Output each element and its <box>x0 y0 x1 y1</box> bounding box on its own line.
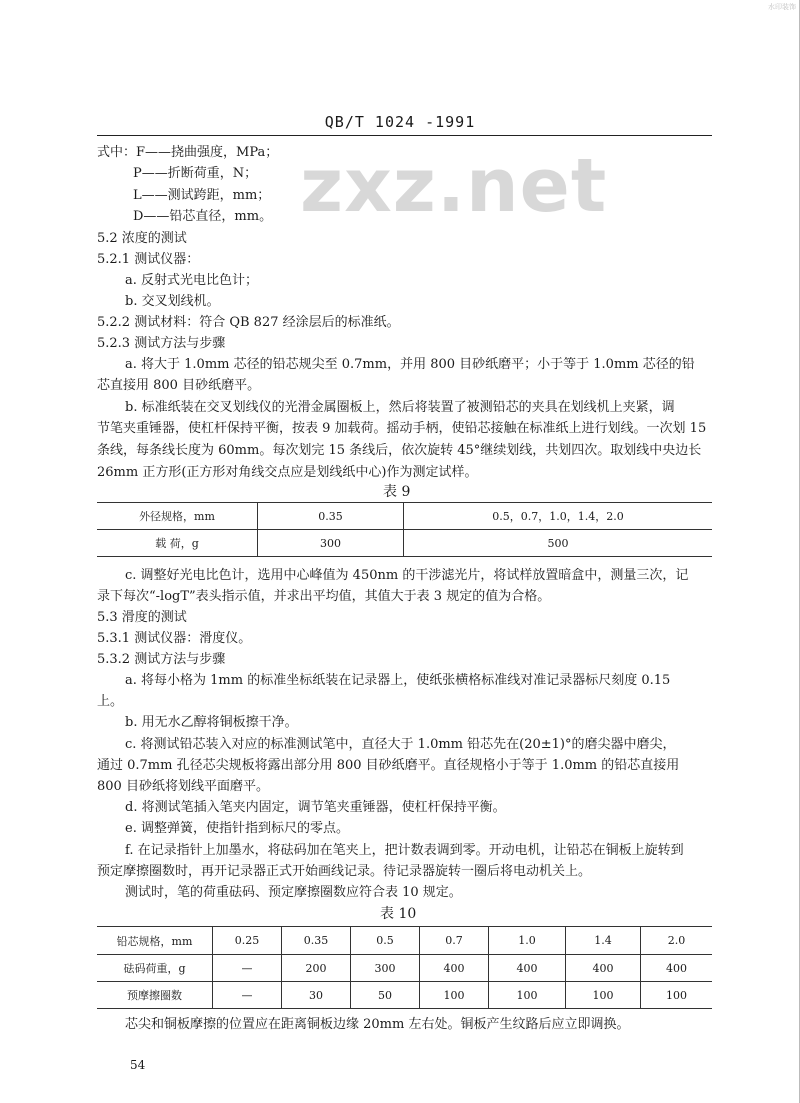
table-row <box>97 503 712 530</box>
table-cell: — <box>213 982 282 1009</box>
watermark: zxz.net <box>300 143 608 229</box>
paragraph-5-2-3-b-line4: 26mm 正方形(正方形对角线交点应是划线纸中心)作为测定试样。 <box>97 465 478 480</box>
paragraph-5-3-2-e: e. 调整弹簧，使指针指到标尺的零点。 <box>125 821 349 836</box>
table-cell: 0.7 <box>420 927 489 955</box>
table-cell: 400 <box>489 955 566 982</box>
paragraph-5-3-2-c-line1: c. 将测试铅芯装入对应的标准测试笔中，直径大于 1.0mm 铅芯先在(20±1)°的磨尖器中磨尖， <box>125 737 676 752</box>
section-5-3-2-heading: 5.3.2 测试方法与步骤 <box>97 652 226 667</box>
table-cell: 2.0 <box>641 927 713 955</box>
table-cell: 外径规格，mm <box>97 503 258 530</box>
table-cell: 100 <box>489 982 566 1009</box>
table-row <box>97 955 712 982</box>
section-5-3-heading: 5.3 滑度的测试 <box>97 610 187 625</box>
table-cell: 500 <box>404 530 713 557</box>
table-cell: 0.5 <box>351 927 420 955</box>
table-row <box>97 530 712 557</box>
section-5-2-heading: 5.2 浓度的测试 <box>97 231 187 246</box>
table-cell: 200 <box>282 955 351 982</box>
formula-def-l: L——测试跨距，mm； <box>133 188 271 203</box>
table-cell: 载 荷，g <box>97 530 258 557</box>
paragraph-5-3-2-c-line2: 通过 0.7mm 孔径芯尖规板将露出部分用 800 目砂纸磨平。直径规格小于等于 1.0mm 的铅芯直接用 <box>97 758 680 773</box>
table-cell: 300 <box>258 530 404 557</box>
page-header: QB/T 1024 -1991 <box>324 113 476 131</box>
formula-def-p: P——折断荷重，N； <box>133 166 258 181</box>
table-10 <box>97 926 712 1009</box>
table-cell: 50 <box>351 982 420 1009</box>
table-cell: 100 <box>641 982 713 1009</box>
table-cell: 100 <box>420 982 489 1009</box>
table-cell: 400 <box>420 955 489 982</box>
table-cell: 400 <box>566 955 641 982</box>
table-cell: 0.35 <box>282 927 351 955</box>
paragraph-5-2-3-b-line3: 条线，每条线长度为 60mm。每次划完 15 条线后，依次旋转 45°继续划线，共划四次。取划线中央边长 <box>97 443 702 458</box>
table-cell: 300 <box>351 955 420 982</box>
table-row <box>97 982 712 1009</box>
section-5-2-2: 5.2.2 测试材料：符合 QB 827 经涂层后的标准纸。 <box>97 315 400 330</box>
page-number: 54 <box>130 1058 146 1072</box>
table-cell: 1.4 <box>566 927 641 955</box>
table-cell: 400 <box>641 955 713 982</box>
paragraph-5-3-2-c-line3: 800 目砂纸将划线平面磨平。 <box>97 779 269 794</box>
table-cell: 30 <box>282 982 351 1009</box>
paragraph-5-2-3-b-line1: b. 标准纸装在交叉划线仪的光滑金属圈板上，然后将装置了被测铅芯的夹具在划线机上夹紧，调 <box>125 400 675 415</box>
table-9 <box>97 502 712 557</box>
section-5-3-1: 5.3.1 测试仪器：滑度仪。 <box>97 631 252 646</box>
paragraph-table10-note: 测试时，笔的荷重砝码、预定摩擦圈数应符合表 10 规定。 <box>125 885 462 900</box>
table-cell: 0.25 <box>213 927 282 955</box>
table-cell: 铅芯规格，mm <box>97 927 213 955</box>
table-cell: 100 <box>566 982 641 1009</box>
paragraph-5-3-2-a-line1: a. 将每小格为 1mm 的标准坐标纸装在记录器上，使纸张横格标准线对准记录器标尺刻度 0.15 <box>125 673 671 688</box>
paragraph-5-2-3-a-line1: a. 将大于 1.0mm 芯径的铅芯规尖至 0.7mm，并用 800 目砂纸磨平；小于等于 1.0mm 芯径的铅 <box>125 357 695 372</box>
table-cell: 0.35 <box>258 503 404 530</box>
table-cell: 1.0 <box>489 927 566 955</box>
table-cell: 预摩擦圈数 <box>97 982 213 1009</box>
table-row <box>97 927 712 955</box>
formula-def-f: 式中：F——挠曲强度，MPa； <box>97 145 279 160</box>
table-cell: 砝码荷重，g <box>97 955 213 982</box>
paragraph-5-3-2-a-line2: 上。 <box>97 694 124 709</box>
paragraph-5-3-2-f-line2: 预定摩擦圈数时，再开记录器正式开始画线记录。待记录器旋转一圈后将电动机关上。 <box>97 864 592 879</box>
table10-caption: 表 10 <box>380 906 417 922</box>
paragraph-5-2-3-c-line2: 录下每次“-logT”表头指示值，并求出平均值，其值大于表 3 规定的值为合格。 <box>97 589 551 604</box>
header-rule <box>97 135 712 136</box>
formula-def-d: D——铅芯直径，mm。 <box>133 209 273 224</box>
item-5-2-1-a: a. 反射式光电比色计； <box>125 273 259 288</box>
table-cell: — <box>213 955 282 982</box>
paragraph-5-2-3-a-line2: 芯直接用 800 目砂纸磨平。 <box>97 378 261 393</box>
paragraph-5-3-2-d: d. 将测试笔插入笔夹内固定，调节笔夹重锤器，使杠杆保持平衡。 <box>125 800 506 815</box>
section-5-2-1-heading: 5.2.1 测试仪器： <box>97 252 200 267</box>
paragraph-5-3-2-f-line1: f. 在记录指针上加墨水，将砝码加在笔夹上，把计数表调到零。开动电机，让铅芯在铜板上旋转到 <box>125 843 684 858</box>
paragraph-5-2-3-c-line1: c. 调整好光电比色计，选用中心峰值为 450nm 的干涉滤光片，将试样放置暗盒中，测量三次，记 <box>125 568 689 583</box>
table-cell: 0.5，0.7，1.0，1.4，2.0 <box>404 503 713 530</box>
final-paragraph: 芯尖和铜板摩擦的位置应在距离铜板边缘 20mm 左右处。铜板产生纹路后应立即调换。 <box>125 1017 630 1032</box>
table9-caption: 表 9 <box>383 484 411 500</box>
corner-mark: 水印装饰 <box>768 3 796 11</box>
paragraph-5-2-3-b-line2: 节笔夹重锤器，使杠杆保持平衡，按表 9 加载荷。摇动手柄，使铅芯接触在标准纸上进行划线。一次划 15 <box>97 421 707 436</box>
paragraph-5-3-2-b: b. 用无水乙醇将铜板擦干净。 <box>125 715 298 730</box>
section-5-2-3-heading: 5.2.3 测试方法与步骤 <box>97 336 226 351</box>
item-5-2-1-b: b. 交叉划线机。 <box>125 294 220 309</box>
